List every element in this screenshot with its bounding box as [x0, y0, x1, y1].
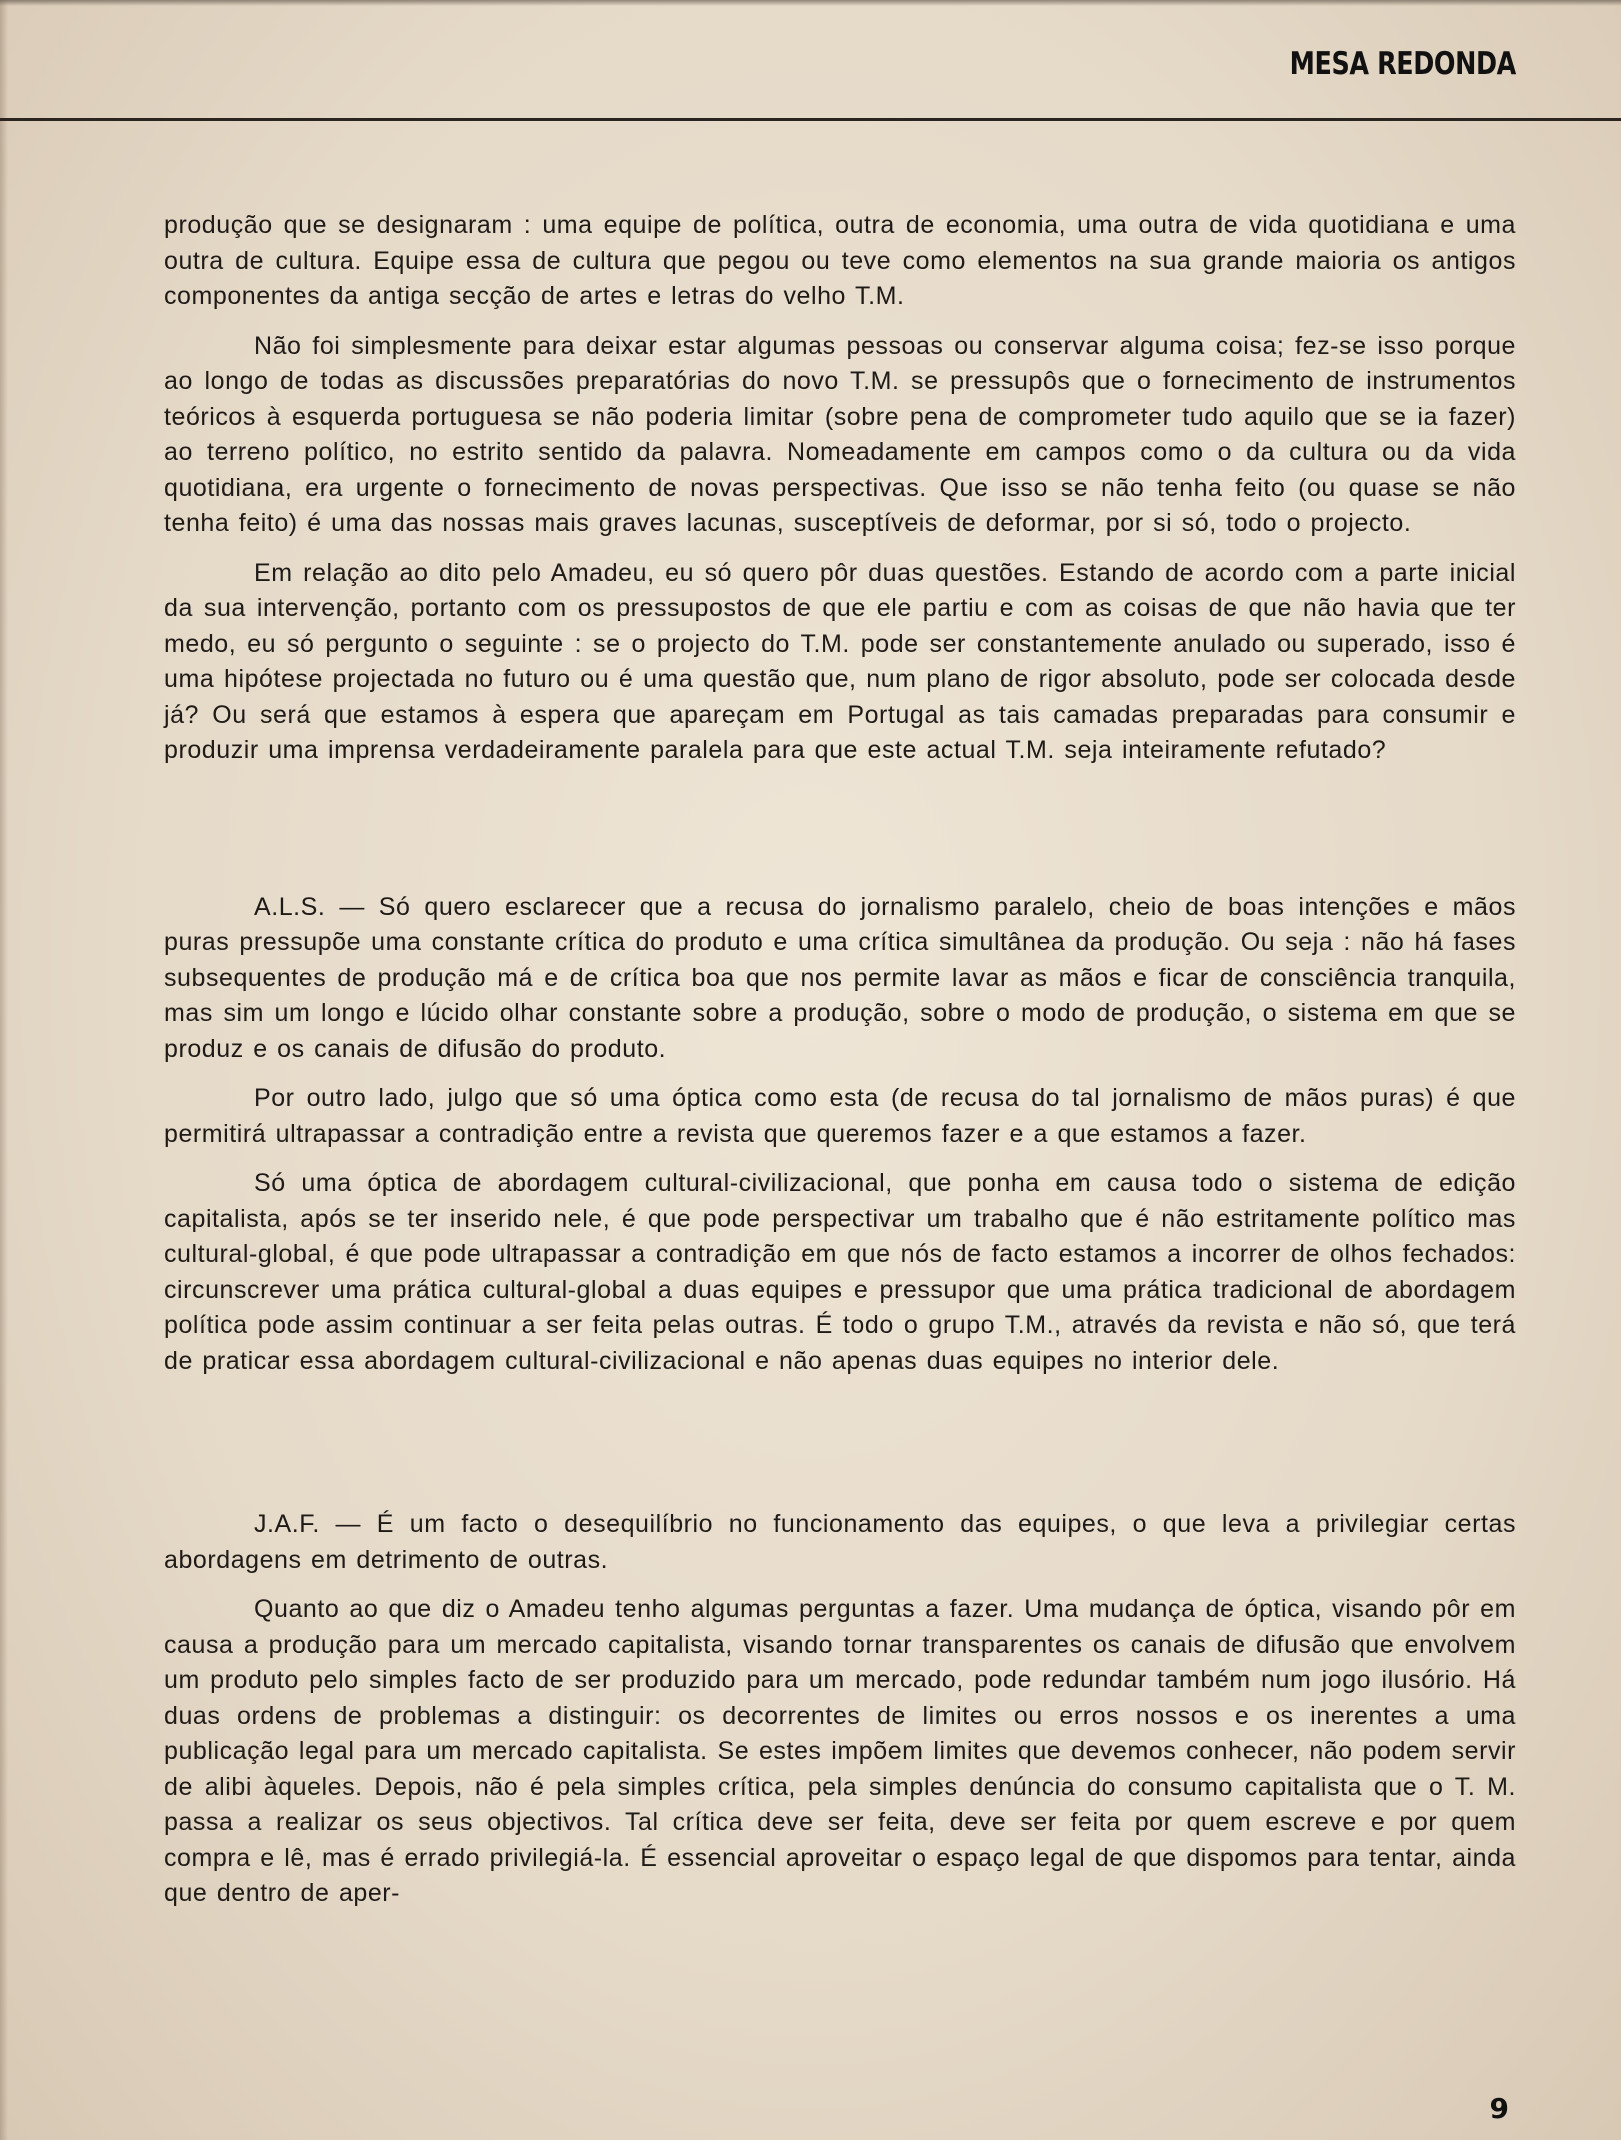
paragraph-als-intro: A.L.S. — Só quero esclarecer que a recusa do jornalismo paralelo, cheio de boas intenções e mãos puras pressupõe uma constante crítica do produto e uma crítica simultânea da produção. Ou seja : não há fases subsequentes de produção má e de crítica boa que nos permite lavar as mãos e ficar de consciência tranquila, mas sim um longo e lúcido olhar constante sobre a produção, sobre o modo de produção, o sistema em que se produz e os canais de difusão do produto.: [164, 892, 1516, 1063]
page-edge-left: [0, 0, 8, 2140]
paragraph-5: Por outro lado, julgo que só uma óptica como esta (de recusa do tal jornalismo de mãos puras) é que permitirá ultrapassar a contradição entre a revista que queremos fazer e a que estamos a fazer.: [164, 1084, 1516, 1148]
paragraph-gap: [164, 542, 1516, 556]
section-gap: [164, 1379, 1516, 1507]
paragraph-3: Em relação ao dito pelo Amadeu, eu só quero pôr duas questões. Estando de acordo com a parte inicial da sua intervenção, portanto com os pressupostos de que ele partiu e com as coisas de que não havia que ter medo, eu só pergunto o seguinte : se o projecto do T.M. pode ser constantemente anulado ou superado, isso é uma hipótese projectada no futuro ou é uma questão que, num plano de rigor absoluto, pode ser colocada desde já? Ou será que estamos à espera que apareçam em Portugal as tais camadas preparadas para consumir e produzir uma imprensa verdadeiramente paralela para que este actual T.M. seja inteiramente refutado?: [164, 558, 1516, 764]
paragraph-gap: [164, 1152, 1516, 1166]
page-edge-top: [0, 0, 1621, 6]
paragraph-1: produção que se designaram : uma equipe de política, outra de economia, uma outra de vida quotidiana e uma outra de cultura. Equipe essa de cultura que pegou ou teve como elementos na sua grande maioria os antigos componentes da antiga secção de artes e letras do velho T.M.: [164, 211, 1516, 310]
paragraph-gap: [164, 315, 1516, 329]
page-number: 9: [1489, 2092, 1509, 2125]
paragraph-gap: [164, 1578, 1516, 1592]
paragraph-gap: [164, 1067, 1516, 1081]
section-gap: [164, 769, 1516, 890]
paragraph-8: Quanto ao que diz o Amadeu tenho algumas perguntas a fazer. Uma mudança de óptica, visando pôr em causa a produção para um mercado capitalista, visando tornar transparentes os canais de difusão que envolvem um produto pelo simples facto de ser produzido para um mercado, pode redundar também num jogo ilusório. Há duas ordens de problemas a distinguir: os decorrentes de limites ou erros nossos e os inerentes a uma publicação legal para um mercado capitalista. Se estes impõem limites que devemos conhecer, não podem servir de alibi àqueles. Depois, não é pela simples crítica, pela simples denúncia do consumo capitalista que o T. M. passa a realizar os seus objectivos. Tal crítica deve ser feita, deve ser feita por quem escreve e por quem compra e lê, mas é errado privilegiá-la. É essencial aproveitar o espaço legal de que dispomos para tentar, ainda que dentro de aper-: [164, 1595, 1516, 1907]
paragraph-2: Não foi simplesmente para deixar estar algumas pessoas ou conservar alguma coisa; fez-se isso porque ao longo de todas as discussões preparatórias do novo T.M. se pressupôs que o fornecimento de instrumentos teóricos à esquerda portuguesa se não poderia limitar (sobre pena de comprometer tudo aquilo que se ia fazer) ao terreno político, no estrito sentido da palavra. Nomeadamente em campos como o da cultura ou da vida quotidiana, era urgente o fornecimento de novas perspectivas. Que isso se não tenha feito (ou quase se não tenha feito) é uma das nossas mais graves lacunas, susceptíveis de deformar, por si só, todo o projecto.: [164, 331, 1516, 537]
paragraph-6: Só uma óptica de abordagem cultural-civilizacional, que ponha em causa todo o sistema de edição capitalista, após se ter inserido nele, é que pode perspectivar um trabalho que é não estritamente político mas cultural-global, é que pode ultrapassar a contradição em que nós de facto estamos a incorrer de olhos fechados: circunscrever uma prática cultural-global a duas equipes e pressupor que uma prática tradicional de abordagem política pode assim continuar a ser feita pelas outras. É todo o grupo T.M., através da revista e não só, que terá de praticar essa abordagem cultural-civilizacional e não apenas duas equipes no interior dele.: [164, 1169, 1516, 1375]
header-rule: [0, 118, 1621, 121]
paragraph-jaf-intro: J.A.F. — É um facto o desequilíbrio no funcionamento das equipes, o que leva a privilegiar certas abordagens em detrimento de outras.: [164, 1510, 1516, 1574]
running-header-title: MESA REDONDA: [1289, 46, 1516, 82]
article-body: [164, 208, 1516, 1912]
